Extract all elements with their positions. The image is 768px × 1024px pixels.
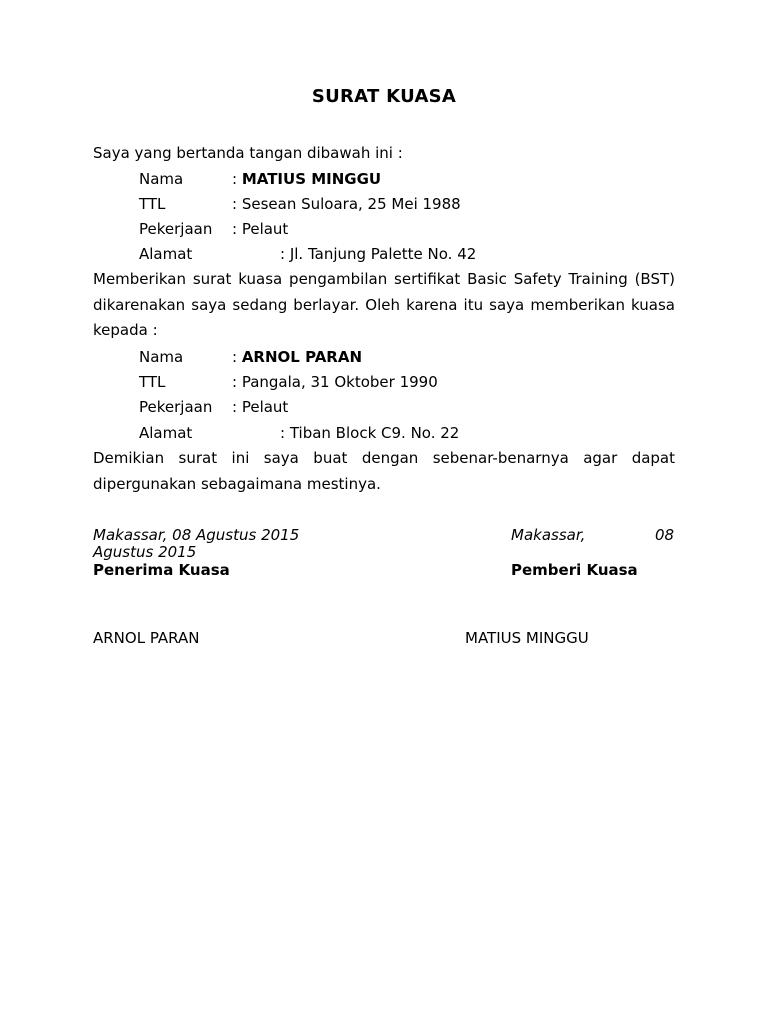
giver-nama-label: Nama: [139, 170, 184, 188]
receiver-alamat-value: Tiban Block C9. No. 22: [289, 424, 460, 442]
giver-nama-row: [139, 170, 382, 188]
giver-alamat-value: Jl. Tanjung Palette No. 42: [289, 245, 477, 263]
receiver-nama-row: [139, 348, 363, 366]
giver-pekerjaan-field: : Pelaut: [232, 220, 289, 238]
receiver-alamat-label: Alamat: [139, 424, 193, 442]
receiver-pekerjaan-row: [139, 398, 289, 416]
receiver-nama-field: : ARNOL PARAN: [232, 348, 363, 366]
right-place: Makassar,: [511, 526, 586, 544]
receiver-ttl-value: Pangala, 31 Oktober 1990: [241, 373, 438, 391]
giver-ttl-value: Sesean Suloara, 25 Mei 1988: [241, 195, 461, 213]
receiver-ttl-label: TTL: [139, 373, 166, 391]
right-month-year: Agustus 2015: [93, 543, 197, 561]
left-role: Penerima Kuasa: [93, 561, 230, 579]
giver-ttl-row: [139, 195, 461, 213]
giver-pekerjaan-label: Pekerjaan: [139, 220, 213, 238]
receiver-ttl-row: [139, 373, 438, 391]
right-signer-name: MATIUS MINGGU: [465, 629, 589, 647]
body-paragraph: Memberikan surat kuasa pengambilan sertifikat Basic Safety Training (BST) dikarenakan saya sedang berlayar. Oleh karena itu saya memberikan kuasa kepada :: [93, 270, 675, 339]
receiver-alamat-row: [139, 424, 460, 442]
giver-ttl-field: : Sesean Suloara, 25 Mei 1988: [232, 195, 461, 213]
giver-pekerjaan-row: [139, 220, 289, 238]
left-place-date: Makassar, 08 Agustus 2015: [93, 526, 300, 544]
giver-pekerjaan-value: Pelaut: [241, 220, 289, 238]
left-signer-name: ARNOL PARAN: [93, 629, 200, 647]
receiver-pekerjaan-field: : Pelaut: [232, 398, 289, 416]
giver-alamat-row: [139, 245, 477, 263]
receiver-pekerjaan-value: Pelaut: [241, 398, 289, 416]
giver-alamat-field: : Jl. Tanjung Palette No. 42: [280, 245, 477, 263]
intro-line: Saya yang bertanda tangan dibawah ini :: [93, 144, 403, 162]
right-role: Pemberi Kuasa: [511, 561, 638, 579]
giver-ttl-label: TTL: [139, 195, 166, 213]
giver-nama-field: : MATIUS MINGGU: [232, 170, 382, 188]
letter-title: SURAT KUASA: [311, 86, 457, 107]
right-day: 08: [655, 526, 675, 544]
receiver-nama-value: ARNOL PARAN: [241, 348, 363, 366]
receiver-nama-label: Nama: [139, 348, 184, 366]
closing-paragraph: Demikian surat ini saya buat dengan sebenar-benarnya agar dapat dipergunakan sebagaimana mestinya.: [93, 449, 675, 493]
receiver-ttl-field: : Pangala, 31 Oktober 1990: [232, 373, 438, 391]
giver-nama-value: MATIUS MINGGU: [241, 170, 382, 188]
receiver-pekerjaan-label: Pekerjaan: [139, 398, 213, 416]
giver-alamat-label: Alamat: [139, 245, 193, 263]
receiver-alamat-field: : Tiban Block C9. No. 22: [280, 424, 460, 442]
